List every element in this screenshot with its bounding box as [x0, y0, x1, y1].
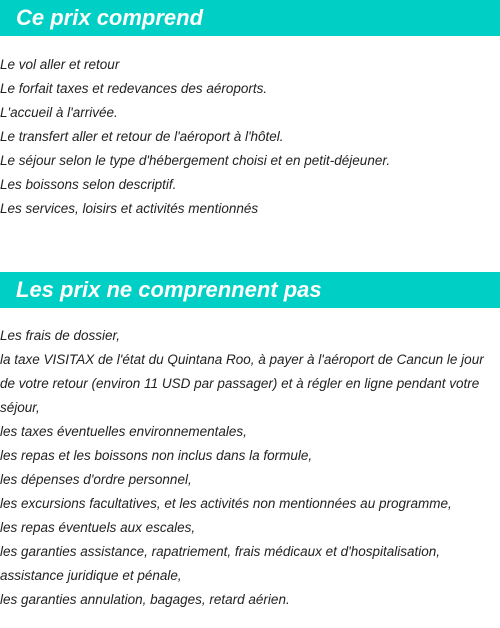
- list-item: Le forfait taxes et redevances des aéroports.: [0, 81, 268, 96]
- list-item: les repas éventuels aux escales,: [0, 520, 196, 535]
- list-item: les taxes éventuelles environnementales,: [0, 424, 247, 439]
- list-item: Le vol aller et retour: [0, 57, 120, 72]
- excluded-section-title: Les prix ne comprennent pas: [0, 272, 500, 308]
- list-item: les excursions facultatives, et les activités non mentionnées au programme,: [0, 496, 452, 511]
- list-item: Le transfert aller et retour de l'aéroport à l'hôtel.: [0, 129, 284, 144]
- list-item: les repas et les boissons non inclus dans la formule,: [0, 448, 313, 463]
- list-item: la taxe VISITAX de l'état du Quintana Roo, à payer à l'aéroport de Cancun le jour de votre retour (environ 11 USD par passager) et à régler en ligne pendant votre séjour,: [0, 352, 484, 415]
- list-item: L'accueil à l'arrivée.: [0, 105, 118, 120]
- excluded-list: [0, 324, 500, 612]
- included-section-title: Ce prix comprend: [0, 0, 500, 36]
- list-item: les garanties assistance, rapatriement, frais médicaux et d'hospitalisation, assistance juridique et pénale,: [0, 544, 441, 583]
- list-item: les garanties annulation, bagages, retard aérien.: [0, 592, 290, 607]
- included-list: [0, 53, 500, 221]
- list-item: Les boissons selon descriptif.: [0, 177, 177, 192]
- list-item: Les services, loisirs et activités mentionnés: [0, 201, 259, 216]
- list-item: les dépenses d'ordre personnel,: [0, 472, 192, 487]
- list-item: Les frais de dossier,: [0, 328, 121, 343]
- list-item: Le séjour selon le type d'hébergement choisi et en petit-déjeuner.: [0, 153, 391, 168]
